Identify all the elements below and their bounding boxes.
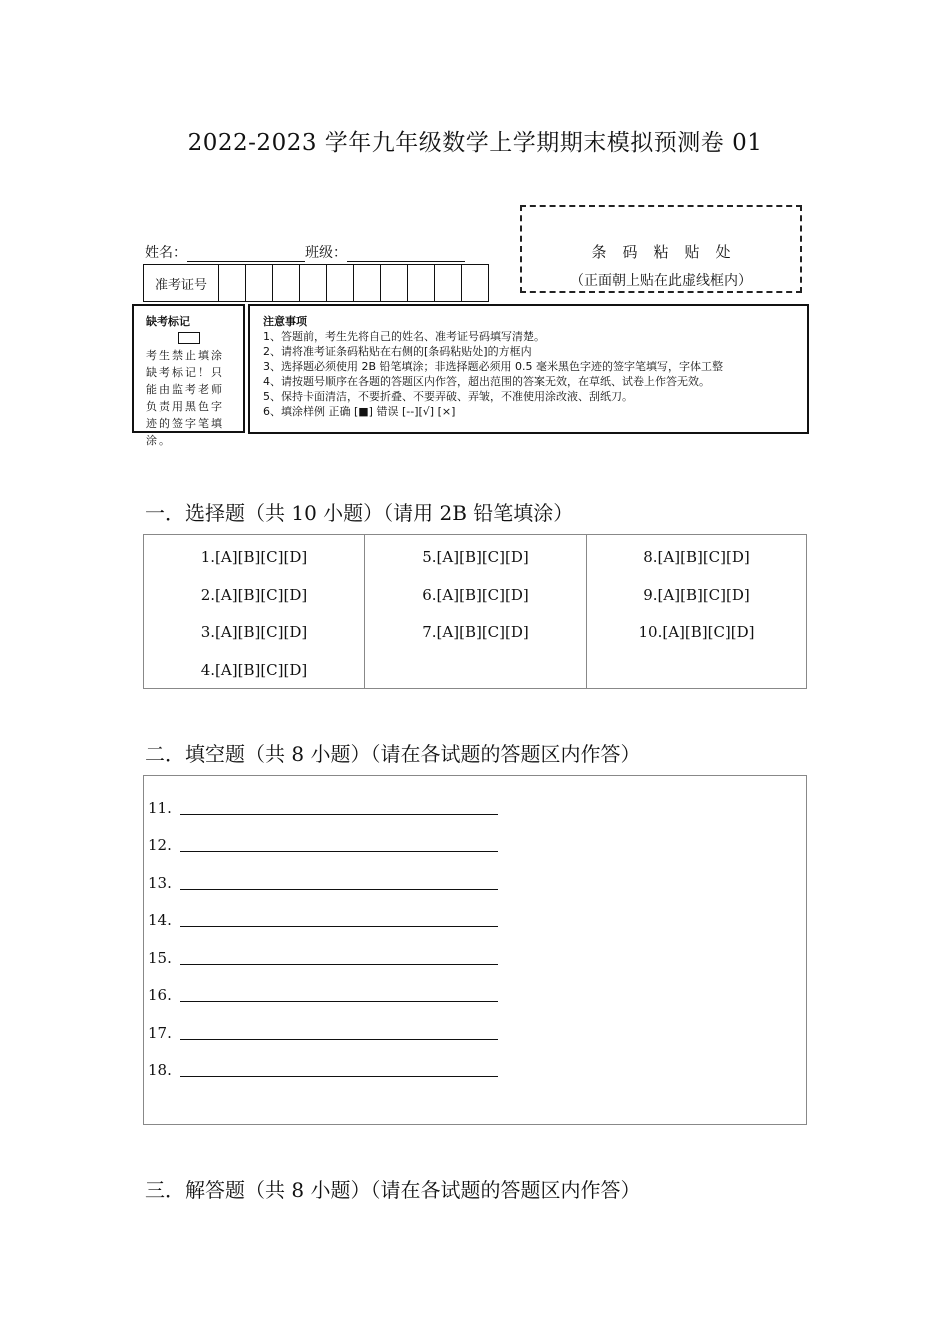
absent-mark-instructions: 考生禁止填涂缺考标记！只能由监考老师负责用黑色字迹的签字笔填涂。 [146,349,224,447]
fill-row [144,978,806,1016]
fill-number: 15. [148,948,172,967]
fill-number: 14. [148,911,172,929]
fill-answer-area [143,775,807,1125]
barcode-title: 条码粘贴处 [591,243,747,261]
name-class-row [145,242,465,262]
fill-number: 11. [148,798,172,817]
fill-answer-line[interactable] [180,963,498,965]
exam-number-cell[interactable] [354,265,381,301]
choice-item[interactable]: 1.[A][B][C][D] [200,548,308,566]
fill-answer-line[interactable] [180,850,498,852]
section-heading-choice: 一．选择题（共 10 小题）（请用 2B 铅笔填涂） [145,501,574,525]
notes-item: 4、请按题号顺序在各题的答题区内作答，超出范围的答案无效，在草纸、试卷上作答无效。 [263,375,710,388]
exam-number-cell[interactable] [219,265,246,301]
fill-answer-line[interactable] [180,813,498,815]
exam-number-cell[interactable] [246,265,273,301]
choice-item[interactable]: 7.[A][B][C][D] [422,623,529,641]
name-label: 姓名： [145,245,187,261]
choice-column [144,535,365,688]
choice-item[interactable]: 10.[A][B][C][D] [638,623,755,641]
section-heading-solve: 三．解答题（共 8 小题）（请在各试题的答题区内作答） [145,1178,641,1202]
choice-item[interactable]: 4.[A][B][C][D] [200,660,308,679]
fill-row [144,865,806,903]
exam-number-cell[interactable] [300,265,327,301]
choice-item[interactable]: 6.[A][B][C][D] [422,585,529,604]
choice-column [587,535,806,688]
notes-item: 3、选择题必须使用 2B 铅笔填涂；非选择题必须用 0.5 毫米黑色字迹的签字笔填写，字体工整 [263,360,724,373]
exam-number-cell[interactable] [327,265,354,301]
choice-item[interactable]: 5.[A][B][C][D] [422,548,529,566]
fill-row [144,1053,806,1091]
fill-row [144,940,806,978]
barcode-area [520,205,802,293]
absent-mark-checkbox[interactable] [178,332,200,344]
fill-answer-line[interactable] [180,1075,498,1077]
fill-row [144,903,806,941]
fill-number: 16. [148,986,172,1004]
exam-number-cell[interactable] [408,265,435,301]
choice-item[interactable]: 8.[A][B][C][D] [643,548,750,566]
exam-number-cell[interactable] [462,265,488,301]
choice-item[interactable]: 9.[A][B][C][D] [643,585,750,604]
exam-number-cell[interactable] [435,265,462,301]
choice-item[interactable]: 2.[A][B][C][D] [200,585,308,604]
fill-row [144,828,806,866]
fill-number: 18. [148,1061,172,1079]
page-title: 2022-2023 学年九年级数学上学期期末模拟预测卷 01 [187,130,763,156]
choice-item[interactable]: 3.[A][B][C][D] [200,623,308,641]
fill-answer-line[interactable] [180,1000,498,1002]
choice-answer-grid [143,534,807,689]
exam-number-grid [143,264,489,302]
exam-number-cell[interactable] [273,265,300,301]
fill-number: 12. [148,836,172,854]
fill-row [144,790,806,828]
section-heading-fill: 二．填空题（共 8 小题）（请在各试题的答题区内作答） [145,742,641,766]
class-field[interactable] [347,247,465,262]
notes-item: 2、请将准考证条码粘贴在右侧的[条码粘贴处]的方框内 [263,345,532,358]
class-label: 班级： [305,245,347,261]
absent-mark-title: 缺考标记 [146,315,190,328]
barcode-subtitle: （正面朝上贴在此虚线框内） [570,273,752,289]
fill-answer-line[interactable] [180,925,498,927]
fill-number: 17. [148,1023,172,1042]
notes-item: 1、答题前，考生先将自己的姓名、准考证号码填写清楚。 [263,330,545,343]
choice-column [365,535,587,688]
notes-item: 5、保持卡面清洁，不要折叠、不要弄破、弄皱，不准使用涂改液、刮纸刀。 [263,390,633,403]
notes-item: 6、填涂样例 正确 [■] 错误 [--][√] [×] [263,405,456,418]
notes-title: 注意事项 [263,315,307,328]
fill-row [144,1015,806,1053]
fill-number: 13. [148,873,172,892]
name-field[interactable] [187,247,305,262]
fill-answer-line[interactable] [180,888,498,890]
exam-number-cell[interactable] [381,265,408,301]
absent-mark-box [132,304,245,447]
notes-box [248,304,809,434]
fill-answer-line[interactable] [180,1038,498,1040]
exam-number-label: 准考证号 [144,265,219,301]
